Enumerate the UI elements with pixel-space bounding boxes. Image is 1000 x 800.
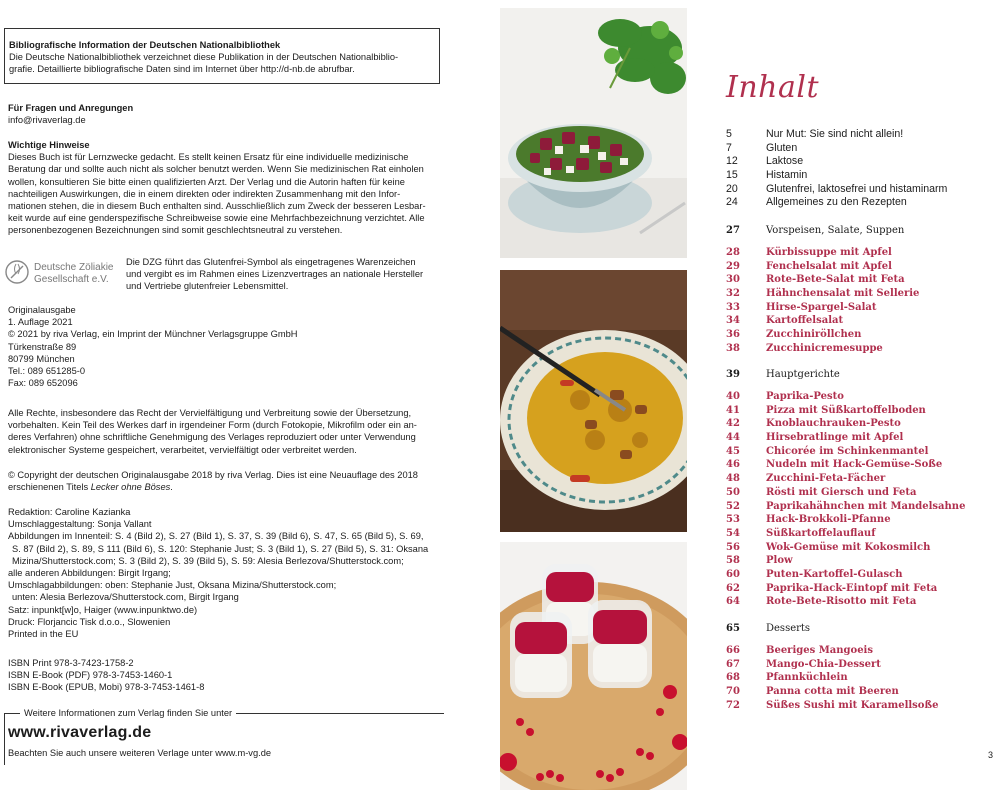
toc-recipe-label: Süßes Sushi mit Karamellsoße (766, 699, 939, 711)
toc-recipe-label: Pfannküchlein (766, 672, 848, 684)
bibliographic-info-box (4, 28, 440, 84)
rights-line: elektronischer Systeme gespeichert, verarbeitet, vervielfältigt oder verbreitet werden. (8, 444, 357, 455)
toc-page-number: 40 (726, 391, 740, 402)
toc-page-number: 54 (726, 527, 740, 539)
notes-line: Dieses Buch ist für Lernzwecke gedacht. Es stellt keinen Ersatz für eine individuelle medizinische (8, 152, 409, 163)
copyright-suffix: . (170, 482, 173, 493)
toc-page-number: 32 (726, 288, 740, 300)
notes-heading: Wichtige Hinweise (8, 140, 90, 150)
toc-page-number: 48 (726, 473, 740, 485)
biblio-heading: Bibliografische Information der Deutschen Nationalbibliothek (9, 40, 281, 50)
toc-recipe-label: Mango-Chia-Dessert (766, 658, 881, 670)
toc-entry-label: Gluten (766, 141, 798, 154)
page-number: 3 (988, 750, 994, 760)
credits-line: Abbildungen im Innenteil: S. 4 (Bild 2), S. 27 (Bild 1), S. 37, S. 39 (Bild 6), S. 47, S. 65 (Bild 5), S. 69, (8, 531, 424, 542)
dzg-line: und Vertriebe glutenfreier Lebensmittel. (126, 281, 289, 292)
publisher-box-side (4, 713, 5, 765)
toc-page-number: 29 (726, 260, 740, 272)
toc-page-number: 64 (726, 596, 740, 608)
toc-recipe-label: Süßkartoffelauflauf (766, 527, 876, 539)
rights-line: vorbehalten. Kein Teil des Werkes darf in irgendeiner Form (durch Fotokopie, Mikrofilm oder ein an- (8, 420, 417, 431)
questions-email: info@rivaverlag.de (8, 115, 86, 126)
credits-line: Mizina/Shutterstock.com; S. 3 (Bild 2), S. 39 (Bild 5), S. 59: Alesia Berlezova/Shutterstock.com; (12, 555, 404, 566)
biblio-line: grafie. Detaillierte bibliografische Daten sind im Internet über http://d-nb.de abrufbar. (9, 64, 355, 75)
isbn-line: ISBN E-Book (PDF) 978-3-7453-1460-1 (8, 670, 173, 681)
toc-page-number: 36 (726, 329, 740, 341)
publisher-info-box (4, 708, 444, 764)
toc-entry-label: Laktose (766, 155, 804, 168)
toc-title: Inhalt (726, 70, 820, 105)
toc-page-number: 67 (726, 658, 740, 670)
publisher-footer: Beachten Sie auch unsere weiteren Verlage unter www.m-vg.de (8, 748, 272, 758)
toc-page-number: 62 (726, 582, 740, 594)
notes-line: personenbezogenen Bezeichnungen sind somit geschlechtsneutral zu verstehen. (8, 225, 343, 236)
toc-recipe-label: Hack-Brokkoli-Pfanne (766, 514, 891, 526)
toc-recipe-label: Kürbissuppe mit Apfel (766, 247, 892, 258)
dzg-logo-line2: Gesellschaft e.V. (34, 274, 109, 285)
toc-page-number: 45 (726, 445, 740, 457)
toc-page-number: 34 (726, 315, 740, 327)
toc-page-number: 46 (726, 459, 740, 471)
rights-line: Alle Rechte, insbesondere das Recht der Vervielfältigung und Verbreitung sowie der Übersetzung, (8, 408, 412, 418)
isbn-line: ISBN Print 978-3-7423-1758-2 (8, 658, 134, 668)
toc-recipe-label: Knoblauchrauken-Pesto (766, 418, 901, 430)
notes-line: nachteiligen Auswirkungen, die in einem direkten oder indirekten Zusammenhang mit den Infor- (8, 188, 401, 199)
copyright-prefix: erschienenen Titels (8, 482, 91, 493)
toc-entry-label: Nur Mut: Sie sind nicht allein! (766, 128, 904, 140)
dzg-logo (4, 258, 124, 286)
toc-page-number: 7 (726, 141, 732, 154)
toc-recipe-label: Zucchinicremesuppe (766, 342, 883, 354)
toc-recipe-label: Plow (766, 555, 793, 567)
dzg-section (4, 256, 444, 290)
toc-page-number: 50 (726, 486, 740, 498)
dzg-logo-line1: Deutsche Zöliakie (34, 262, 114, 273)
questions-heading: Für Fragen und Anregungen (8, 103, 134, 113)
toc-recipe-label: Beeriges Mangoeis (766, 645, 873, 656)
toc-recipe-label: Zucchiniröllchen (766, 329, 862, 341)
toc-page-number: 65 (726, 623, 740, 634)
edition-line: Originalausgabe (8, 305, 76, 315)
rights-line: deres Verfahren) ohne schriftliche Genehmigung des Verlages reproduziert oder unter Verwendung (8, 432, 416, 443)
toc-recipe-label: Chicorée im Schinkenmantel (766, 445, 929, 457)
toc-page-number: 38 (726, 342, 740, 354)
toc-page-number: 20 (726, 182, 738, 195)
toc-recipe-label: Paprika-Hack-Eintopf mit Feta (766, 582, 938, 594)
beet-salad-photo (500, 8, 687, 258)
notes-line: mationen stehen, die in diesem Buch enthalten sind. Ausschließlich zum Zweck der besseren Lesbar- (8, 201, 426, 212)
toc-recipe-label: Paprikahähnchen mit Mandelsahne (766, 500, 966, 512)
edition-line: Türkenstraße 89 (8, 341, 77, 352)
credits-line: S. 87 (Bild 2), S. 89, S 111 (Bild 6), S. 120: Stephanie Just; S. 3 (Bild 1), S. 27 (Bild 5), S. 31: Oksana (12, 543, 429, 554)
credits-line: Redaktion: Caroline Kazianka (8, 507, 131, 517)
dzg-line: Die DZG führt das Glutenfrei-Symbol als eingetragenes Warenzeichen (126, 257, 416, 267)
toc-recipe-label: Hirse-Spargel-Salat (766, 301, 877, 313)
toc-page-number: 66 (726, 645, 740, 656)
copyright-line (8, 481, 440, 493)
notes-line: keit wurde auf eine genderspezifische Schreibweise sowie eine Mehrfachbezeichnung verzichtet. Alle (8, 213, 425, 224)
toc-page-number: 5 (726, 128, 732, 140)
toc-page-number: 15 (726, 169, 738, 182)
copyright-line: © Copyright der deutschen Originalausgabe 2018 by riva Verlag. Dies ist eine Neuauflage des 2018 (8, 470, 418, 480)
dzg-line: und vergibt es im Rahmen eines Lizenzvertrages an nationale Hersteller (126, 269, 424, 280)
toc-page-number: 44 (726, 432, 740, 444)
toc-page-number: 70 (726, 686, 740, 698)
toc-entry-label: Glutenfrei, laktosefrei und histaminarm (766, 182, 948, 195)
toc-recipe-label: Paprika-Pesto (766, 391, 844, 402)
publisher-heading: Weitere Informationen zum Verlag finden Sie unter (20, 708, 236, 718)
toc-page-number: 58 (726, 555, 740, 567)
toc-recipe-label: Rote-Bete-Risotto mit Feta (766, 596, 917, 608)
toc-page-number: 28 (726, 247, 740, 258)
toc-page-number: 56 (726, 541, 740, 553)
toc-entry-label: Allgemeines zu den Rezepten (766, 196, 907, 209)
credits-line: Printed in the EU (8, 629, 79, 640)
toc-page-number: 60 (726, 568, 740, 580)
toc-page-number: 33 (726, 301, 740, 313)
toc-section-label: Vorspeisen, Salate, Suppen (766, 225, 905, 236)
toc-page-number: 53 (726, 514, 740, 526)
notes-line: Beratung dar und sollte auch nicht als solcher benutzt werden. Wenn Sie medizinischen Rat einholen (8, 164, 424, 175)
toc-recipe-label: Pizza mit Süßkartoffelboden (766, 404, 926, 416)
toc-recipe-label: Hähnchensalat mit Sellerie (766, 288, 920, 300)
rights-section (8, 407, 440, 456)
credits-line: Satz: inpunkt[w]o, Haiger (www.inpunktwo.de) (8, 604, 198, 615)
toc-page-number: 27 (726, 225, 740, 236)
toc-page-number: 52 (726, 500, 740, 512)
edition-line: Tel.: 089 651285-0 (8, 366, 86, 377)
toc-page-number: 12 (726, 155, 738, 168)
toc-page-number: 39 (726, 369, 740, 380)
credits-section (8, 506, 440, 640)
credits-line: Umschlagabbildungen: oben: Stephanie Just, Oksana Mizina/Shutterstock.com; (8, 580, 337, 591)
isbn-line: ISBN E-Book (EPUB, Mobi) 978-3-7453-1461-8 (8, 682, 205, 693)
edition-line: 80799 München (8, 353, 75, 364)
toc-recipe-label: Wok-Gemüse mit Kokosmilch (766, 541, 931, 553)
toc-section-label: Desserts (766, 623, 811, 634)
edition-line: © 2021 by riva Verlag, ein Imprint der Münchner Verlagsgruppe GmbH (8, 329, 298, 340)
millet-dish-photo (500, 270, 687, 532)
credits-line: Druck: Florjancic Tisk d.o.o., Slowenien (8, 616, 171, 627)
publisher-url[interactable]: www.rivaverlag.de (8, 724, 152, 741)
edition-section (8, 304, 440, 389)
toc-recipe-label: Rote-Bete-Salat mit Feta (766, 274, 905, 286)
toc-page-number: 42 (726, 418, 740, 430)
toc-recipe-label: Panna cotta mit Beeren (766, 686, 899, 698)
toc-recipe-label: Rösti mit Giersch und Feta (766, 486, 917, 498)
original-title: Lecker ohne Böses (90, 482, 171, 493)
toc-recipe-label: Zucchini-Feta-Fächer (766, 473, 886, 485)
toc-recipe-label: Puten-Kartoffel-Gulasch (766, 568, 903, 580)
credits-line: Umschlaggestaltung: Sonja Vallant (8, 519, 152, 530)
panna-cotta-photo (500, 542, 687, 790)
toc-entry-label: Histamin (766, 169, 808, 182)
copyright-section (8, 469, 440, 493)
toc-recipe-label: Fenchelsalat mit Apfel (766, 260, 892, 272)
dzg-text (126, 256, 442, 293)
toc-page-number: 41 (726, 404, 740, 416)
toc-recipe-label: Nudeln mit Hack-Gemüse-Soße (766, 459, 943, 471)
toc-recipe-label: Hirsebratlinge mit Apfel (766, 432, 904, 444)
edition-line: 1. Auflage 2021 (8, 317, 73, 328)
notes-line: wollen, konsultieren Sie bitte einen qualifizierten Arzt. Der Verlag und die Autorin haften für keine (8, 176, 405, 187)
credits-line: alle anderen Abbildungen: Birgit Irgang; (8, 568, 171, 579)
biblio-line: Die Deutsche Nationalbibliothek verzeichnet diese Publikation in der Deutschen Nationalbiblio- (9, 52, 399, 63)
credits-line: unten: Alesia Berlezova/Shutterstock.com, Birgit Irgang (12, 592, 239, 603)
toc-section-label: Hauptgerichte (766, 369, 840, 380)
toc-recipe-label: Kartoffelsalat (766, 315, 844, 327)
toc-page-number: 30 (726, 274, 740, 286)
toc-page-number: 68 (726, 672, 740, 684)
notes-section (8, 139, 440, 237)
toc-page-number: 24 (726, 196, 738, 209)
isbn-section (8, 657, 440, 694)
toc-page-number: 72 (726, 699, 740, 711)
edition-line: Fax: 089 652096 (8, 378, 78, 389)
questions-section (8, 102, 440, 126)
